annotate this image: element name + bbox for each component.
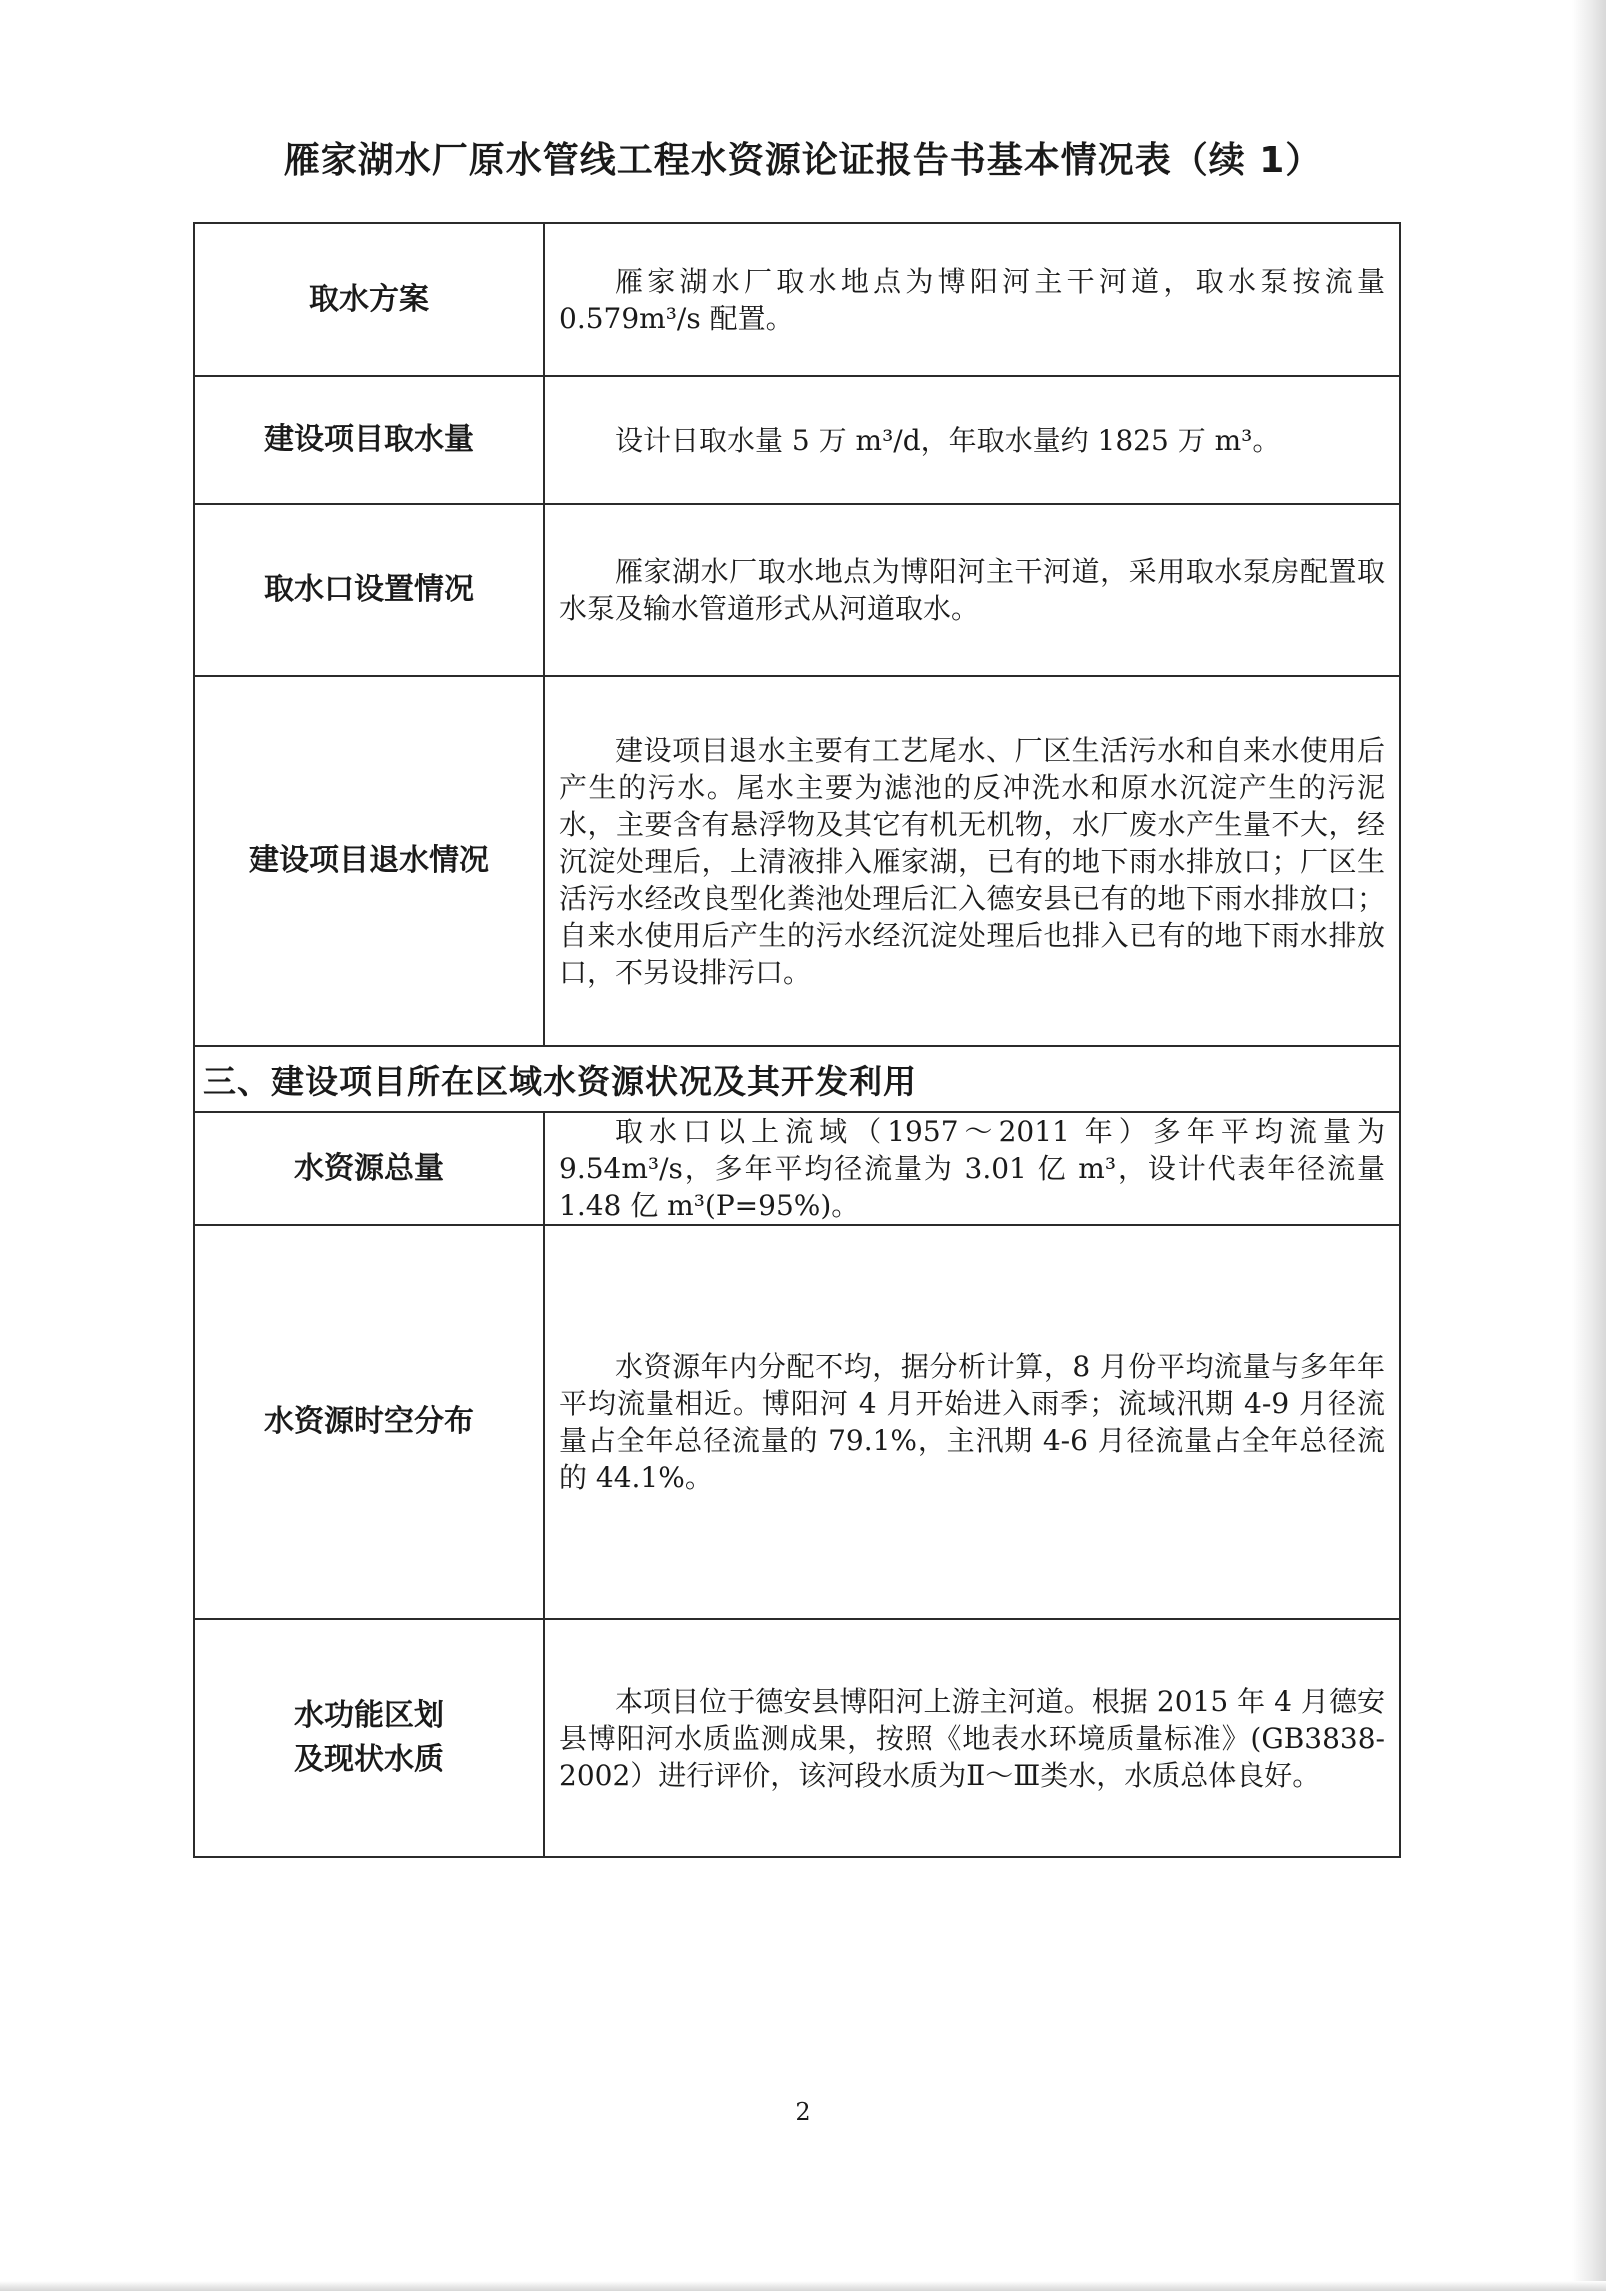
table-row [194, 1112, 1400, 1225]
row-label-discharge: 建设项目退水情况 [194, 676, 544, 1046]
section-heading: 三、建设项目所在区域水资源状况及其开发利用 [194, 1046, 1400, 1112]
table-row [194, 1619, 1400, 1857]
row-label-intake-setup: 取水口设置情况 [194, 504, 544, 676]
row-value-distribution: 水资源年内分配不均，据分析计算，8 月份平均流量与多年年平均流量相近。博阳河 4 月开始进入雨季；流域汛期 4-9 月径流量占全年总径流量的 79.1%，主汛期 4-6 月径流量占全年总径流的 44.1%。 [544, 1225, 1400, 1619]
row-label-distribution: 水资源时空分布 [194, 1225, 544, 1619]
row-label-line: 水功能区划 [294, 1698, 444, 1733]
basic-info-table [193, 222, 1401, 1858]
row-value-water-quality: 本项目位于德安县博阳河上游主河道。根据 2015 年 4 月德安县博阳河水质监测成果，按照《地表水环境质量标准》(GB3838-2002）进行评价，该河段水质为Ⅱ～Ⅲ类水，水质总体良好。 [544, 1619, 1400, 1857]
row-label-water-quality [194, 1619, 544, 1857]
row-label-intake-plan: 取水方案 [194, 223, 544, 376]
scan-bottom-shadow [0, 2281, 1606, 2291]
table-row [194, 504, 1400, 676]
row-value-discharge: 建设项目退水主要有工艺尾水、厂区生活污水和自来水使用后产生的污水。尾水主要为滤池的反冲洗水和原水沉淀产生的污泥水，主要含有悬浮物及其它有机无机物，水厂废水产生量不大，经沉淀处理后，上清液排入雁家湖，已有的地下雨水排放口；厂区生活污水经改良型化粪池处理后汇入德安县已有的地下雨水排放口；自来水使用后产生的污水经沉淀处理后也排入已有的地下雨水排放口，不另设排污口。 [544, 676, 1400, 1046]
page-number: 2 [795, 2098, 811, 2126]
row-label-water-total: 水资源总量 [194, 1112, 544, 1225]
table-row [194, 1225, 1400, 1619]
table-row [194, 376, 1400, 504]
row-value-intake-setup: 雁家湖水厂取水地点为博阳河主干河道，采用取水泵房配置取水泵及输水管道形式从河道取水。 [544, 504, 1400, 676]
table-row [194, 223, 1400, 376]
row-value-intake-volume: 设计日取水量 5 万 m³/d，年取水量约 1825 万 m³。 [544, 376, 1400, 504]
table-row [194, 1046, 1400, 1112]
scan-edge-shadow [1572, 0, 1606, 2291]
row-label-line: 及现状水质 [294, 1742, 444, 1777]
row-value-water-total: 取水口以上流域（1957～2011 年）多年平均流量为 9.54m³/s，多年平均径流量为 3.01 亿 m³，设计代表年径流量 1.48 亿 m³(P=95%)。 [544, 1112, 1400, 1225]
table-row [194, 676, 1400, 1046]
page-title: 雁家湖水厂原水管线工程水资源论证报告书基本情况表（续 1） [283, 140, 1323, 181]
row-label-intake-volume: 建设项目取水量 [194, 376, 544, 504]
row-value-intake-plan: 雁家湖水厂取水地点为博阳河主干河道，取水泵按流量 0.579m³/s 配置。 [544, 223, 1400, 376]
